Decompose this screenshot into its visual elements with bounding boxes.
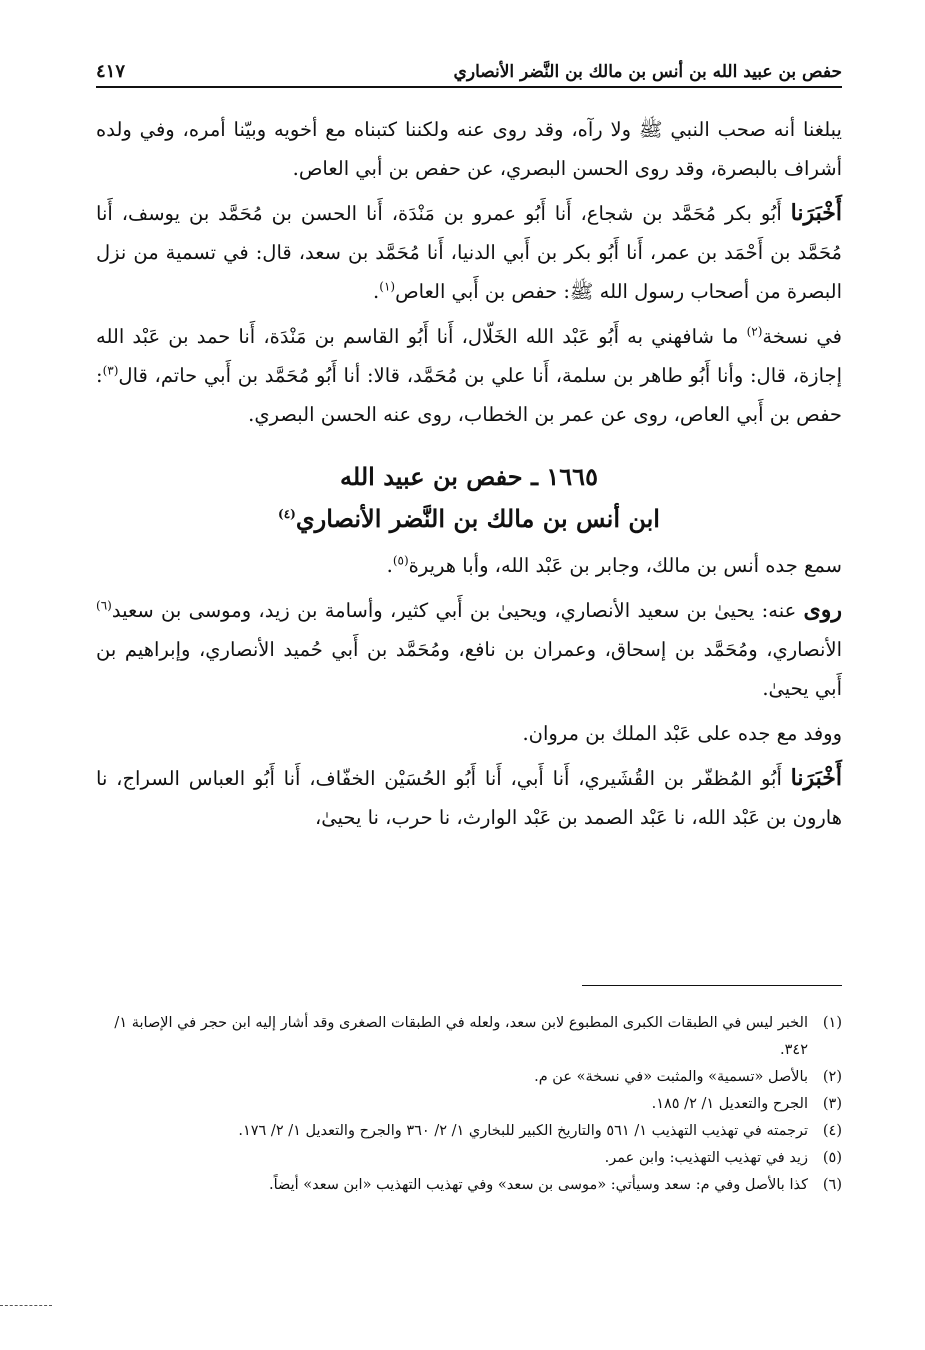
footnote-ref: (٣) bbox=[102, 363, 119, 378]
entry-paragraph-2 bbox=[96, 591, 842, 708]
footnotes bbox=[96, 1010, 842, 1199]
footnote bbox=[96, 1172, 842, 1199]
paragraph-text: في نسخة bbox=[762, 325, 842, 348]
footnote bbox=[96, 1064, 842, 1091]
paragraph-1 bbox=[96, 110, 842, 188]
footnote-text: الجرح والتعديل ١/ ٢/ ١٨٥. bbox=[651, 1096, 808, 1112]
footnote-number: (٥) bbox=[822, 1150, 842, 1166]
footnote-number: (١) bbox=[822, 1015, 842, 1031]
footnote-text: بالأصل «تسمية» والمثبت «في نسخة» عن م. bbox=[534, 1069, 808, 1085]
paragraph-tail: . bbox=[386, 554, 393, 577]
footnote-ref: (٥) bbox=[392, 553, 409, 568]
paragraph-text: عنه: يحيىٰ بن سعيد الأنصاري، ويحيىٰ بن أَبي كثير، وأسامة بن زيد، وموسى بن سعيد bbox=[111, 599, 804, 622]
footnote bbox=[96, 1118, 842, 1145]
entry-heading-line1: ١٦٦٥ ـ حفص بن عبيد الله bbox=[340, 462, 598, 491]
footnote-text: زيد في تهذيب التهذيب: وابن عمر. bbox=[604, 1150, 808, 1166]
paragraph-tail: . bbox=[373, 280, 380, 303]
footnote-separator bbox=[582, 985, 842, 986]
entry-paragraph-4 bbox=[96, 759, 842, 837]
entry-paragraph-3 bbox=[96, 714, 842, 753]
scan-edge-mark bbox=[0, 1305, 52, 1306]
entry-heading bbox=[96, 456, 842, 540]
paragraph-tail: الأنصاري، ومُحَمَّد بن إسحاق، وعمران بن نافع، ومُحَمَّد بن أَبي حُميد الأنصاري، وإبراهيم بن أَبي يحيىٰ. bbox=[96, 638, 842, 700]
entry-paragraph-1 bbox=[96, 546, 842, 585]
paragraph-text: يبلغنا أنه صحب النبي ﷺ ولا رآه، وقد روى عنه ولكننا كتبناه مع أخويه وبيّنا أمره، وفي ولده أشراف بالبصرة، وقد روى الحسن البصري، عن حفص بن أبي العاص. bbox=[96, 118, 842, 180]
footnote-number: (٦) bbox=[822, 1177, 842, 1193]
main-text bbox=[96, 110, 842, 837]
footnote-ref: (٢) bbox=[746, 324, 763, 339]
footnote-text: الخبر ليس في الطبقات الكبرى المطبوع لابن سعد، ولعله في الطبقات الصغرى وقد أشار إليه ابن حجر في الإصابة ١/ ٣٤٢. bbox=[114, 1015, 808, 1058]
footnote bbox=[96, 1091, 842, 1118]
paragraph-2 bbox=[96, 194, 842, 311]
paragraph-text: سمع جده أنس بن مالك، وجابر بن عَبْد الله، وأبا هريرة bbox=[408, 554, 842, 577]
paragraph-lead-word: أَخْبَرَنا bbox=[790, 200, 842, 226]
footnote-number: (٢) bbox=[822, 1069, 842, 1085]
footnote-ref: (٦) bbox=[96, 598, 112, 613]
page-number: ٤١٧ bbox=[96, 61, 126, 82]
footnote bbox=[96, 1145, 842, 1172]
footnote-text: ترجمته في تهذيب التهذيب ١/ ٥٦١ والتاريخ الكبير للبخاري ١/ ٢/ ٣٦٠ والجرح والتعديل ١/ ٢/ ١٧٦. bbox=[238, 1123, 808, 1139]
footnote-text: كذا بالأصل وفي م: سعد وسيأتي: «موسى بن سعد» وفي تهذيب التهذيب «ابن سعد» أيضاً. bbox=[268, 1177, 808, 1193]
footnote-ref: (١) bbox=[379, 279, 396, 294]
page bbox=[96, 44, 842, 843]
paragraph-text: ووفد مع جده على عَبْد الملك بن مروان. bbox=[522, 722, 842, 745]
paragraph-3 bbox=[96, 317, 842, 434]
paragraph-text: أَبُو المُظفّر بن القُشَيري، أَنا أَبي، أَنا أَبُو الحُسَيْن الخفّاف، أَنا أَبُو العباس السراج، نا هارون بن عَبْد الله، نا عَبْد الصمد بن عَبْد الوارث، نا حرب، نا يحيىٰ، bbox=[96, 767, 842, 829]
footnote-number: (٣) bbox=[822, 1096, 842, 1112]
running-header bbox=[96, 44, 842, 88]
paragraph-tail: ما شافهني به أَبُو عَبْد الله الخَلّال، أَنا أَبُو القاسم بن مَنْدَة، أَنا حمد بن عَبْد الله إجازة، قال: وأنا أَبُو طاهر بن سلمة، أَنا علي بن مُحَمَّد، قالا: أنا أَبُو مُحَمَّد بن أَبي حاتم، قال bbox=[96, 325, 842, 387]
footnote bbox=[96, 1010, 842, 1064]
footnote-ref: (٤) bbox=[278, 507, 296, 521]
running-title: حفص بن عبيد الله بن أنس بن مالك بن النَّضر الأنصاري bbox=[453, 62, 842, 82]
paragraph-tail: : حفص بن أَبي العاص، روى عن عمر بن الخطاب، روى عنه الحسن البصري. bbox=[96, 364, 842, 426]
paragraph-lead-word: أَخْبَرَنا bbox=[790, 765, 842, 791]
footnote-number: (٤) bbox=[822, 1123, 842, 1139]
paragraph-text: أَبُو بكر مُحَمَّد بن شجاع، أَنا أَبُو عمرو بن مَنْدَة، أَنا الحسن بن مُحَمَّد بن يوسف، أَنا مُحَمَّد بن أَحْمَد بن عمر، أَنا أَبُو بكر بن أَبي الدنيا، أَنا مُحَمَّد بن سعد، قال: في تسمية من نزل البصرة من أصحاب رسول الله ﷺ: حفص بن أَبي العاص bbox=[96, 202, 842, 303]
entry-heading-line2-wrap bbox=[96, 498, 842, 540]
paragraph-lead-word: روى bbox=[803, 597, 842, 623]
entry-heading-line2: ابن أنس بن مالك بن النَّضر الأنصاري bbox=[295, 504, 660, 533]
